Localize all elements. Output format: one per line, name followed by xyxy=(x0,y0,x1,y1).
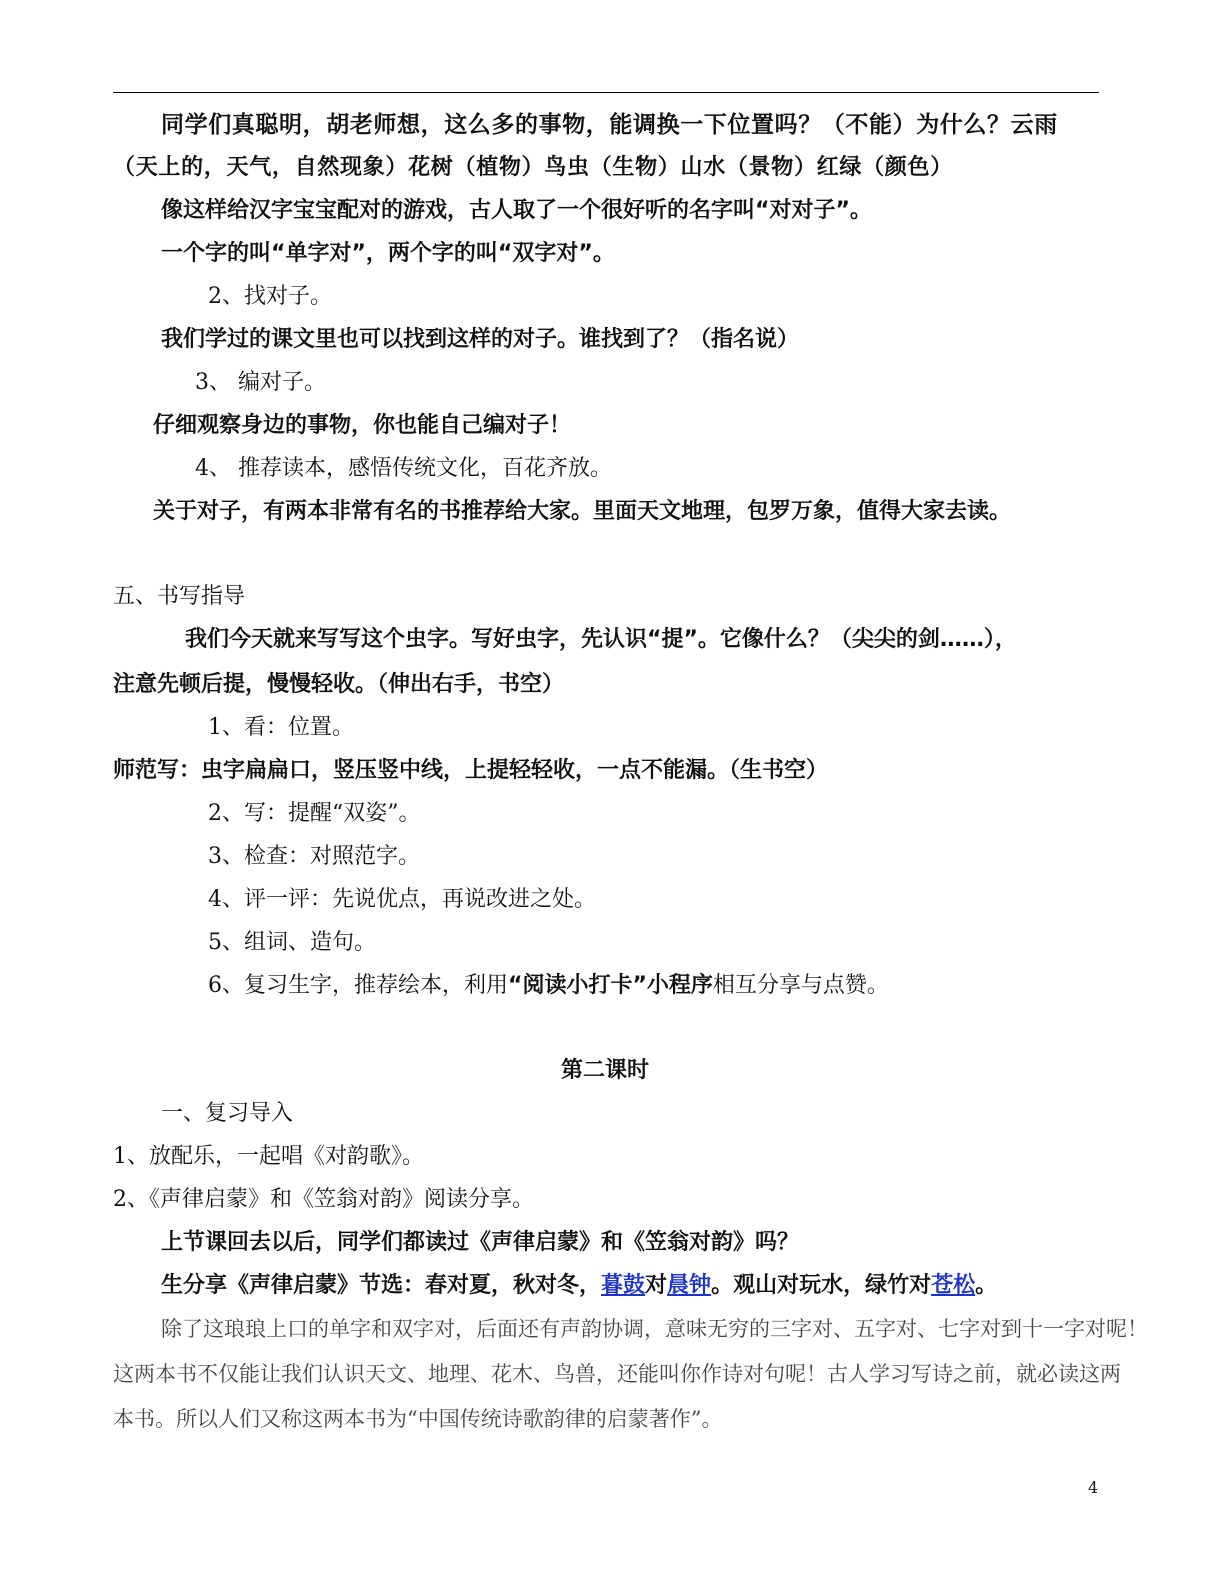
review-step-1: 1、放配乐，一起唱《对韵歌》。 xyxy=(113,1144,424,1169)
text-line-3: 像这样给汉字宝宝配对的游戏，古人取了一个很好听的名字叫“对对子”。 xyxy=(161,198,872,223)
sharing-part-c: 。观山对玩水，绿竹对 xyxy=(711,1273,932,1298)
sharing-part-b: 对 xyxy=(645,1273,668,1298)
step-find-couplets: 2、找对子。 xyxy=(208,284,332,309)
text-line-4: 一个字的叫“单字对”，两个字的叫“双字对”。 xyxy=(161,241,615,266)
text-line-8: 仔细观察身边的事物，你也能自己编对子！ xyxy=(153,413,572,438)
question-line: 上节课回去以后，同学们都读过《声律启蒙》和《笠翁对韵》吗？ xyxy=(161,1230,800,1255)
sharing-part-d: 。 xyxy=(975,1273,998,1298)
page-number: 4 xyxy=(1088,1478,1099,1497)
step-make-couplets: 3、 编对子。 xyxy=(195,370,326,395)
link-chenzhong[interactable]: 晨钟 xyxy=(667,1273,712,1298)
paragraph-line-2: 这两本书不仅能让我们认识天文、地理、花木、鸟兽，还能叫你作诗对句呢！古人学习写诗之前，就必读这两 xyxy=(113,1362,1121,1386)
link-mugu[interactable]: 暮鼓 xyxy=(601,1273,646,1298)
header-rule xyxy=(113,92,1099,93)
section-heading-writing: 五、书写指导 xyxy=(113,584,246,609)
step-review-part-c: 相互分享与点赞。 xyxy=(712,973,889,998)
app-name: “阅读小打卡”小程序 xyxy=(508,973,713,998)
step-review-part-a: 6、复习生字，推荐绘本，利用 xyxy=(208,973,508,998)
paragraph-line-1: 除了这琅琅上口的单字和双字对，后面还有声韵协调，意味无穷的三字对、五字对、七字对到十一字对呢！ xyxy=(161,1317,1148,1341)
step-evaluate: 4、评一评：先说优点，再说改进之处。 xyxy=(208,887,596,912)
review-step-2: 2、《声律启蒙》和《笠翁对韵》阅读分享。 xyxy=(113,1187,534,1212)
text-line-15: 师范写：虫字扁扁口，竖压竖中线，上提轻轻收，一点不能漏。（生书空） xyxy=(113,758,829,783)
step-write: 2、写：提醒“双姿”。 xyxy=(208,801,421,826)
step-recommend-books: 4、 推荐读本，感悟传统文化，百花齐放。 xyxy=(195,456,612,481)
text-line-12: 我们今天就来写写这个虫字。写好虫字，先认识“提”。它像什么？（尖尖的剑……）， xyxy=(185,627,1017,652)
section-title-second-lesson: 第二课时 xyxy=(560,1058,649,1083)
step-look: 1、看：位置。 xyxy=(208,715,354,740)
text-line-1: 同学们真聪明，胡老师想，这么多的事物，能调换一下位置吗？（不能）为什么？云雨 xyxy=(161,112,1058,138)
text-line-6: 我们学过的课文里也可以找到这样的对子。谁找到了？（指名说） xyxy=(161,327,800,352)
sharing-line xyxy=(161,1271,997,1301)
paragraph-line-3: 本书。所以人们又称这两本书为“中国传统诗歌韵律的启蒙著作”。 xyxy=(113,1407,723,1431)
sharing-part-a: 生分享《声律启蒙》节选：春对夏，秋对冬， xyxy=(161,1273,602,1298)
text-line-2: （天上的，天气，自然现象）花树（植物）鸟虫（生物）山水（景物）红绿（颜色） xyxy=(113,155,953,180)
text-line-10: 关于对子，有两本非常有名的书推荐给大家。里面天文地理，包罗万象，值得大家去读。 xyxy=(153,499,1012,524)
text-line-13: 注意先顿后提，慢慢轻收。（伸出右手，书空） xyxy=(113,672,565,697)
link-cangsong[interactable]: 苍松 xyxy=(931,1273,976,1298)
step-words-sentences: 5、组词、造句。 xyxy=(208,930,376,955)
step-check: 3、检查：对照范字。 xyxy=(208,844,420,869)
review-intro-heading: 一、复习导入 xyxy=(161,1101,294,1126)
step-review xyxy=(208,971,889,1001)
